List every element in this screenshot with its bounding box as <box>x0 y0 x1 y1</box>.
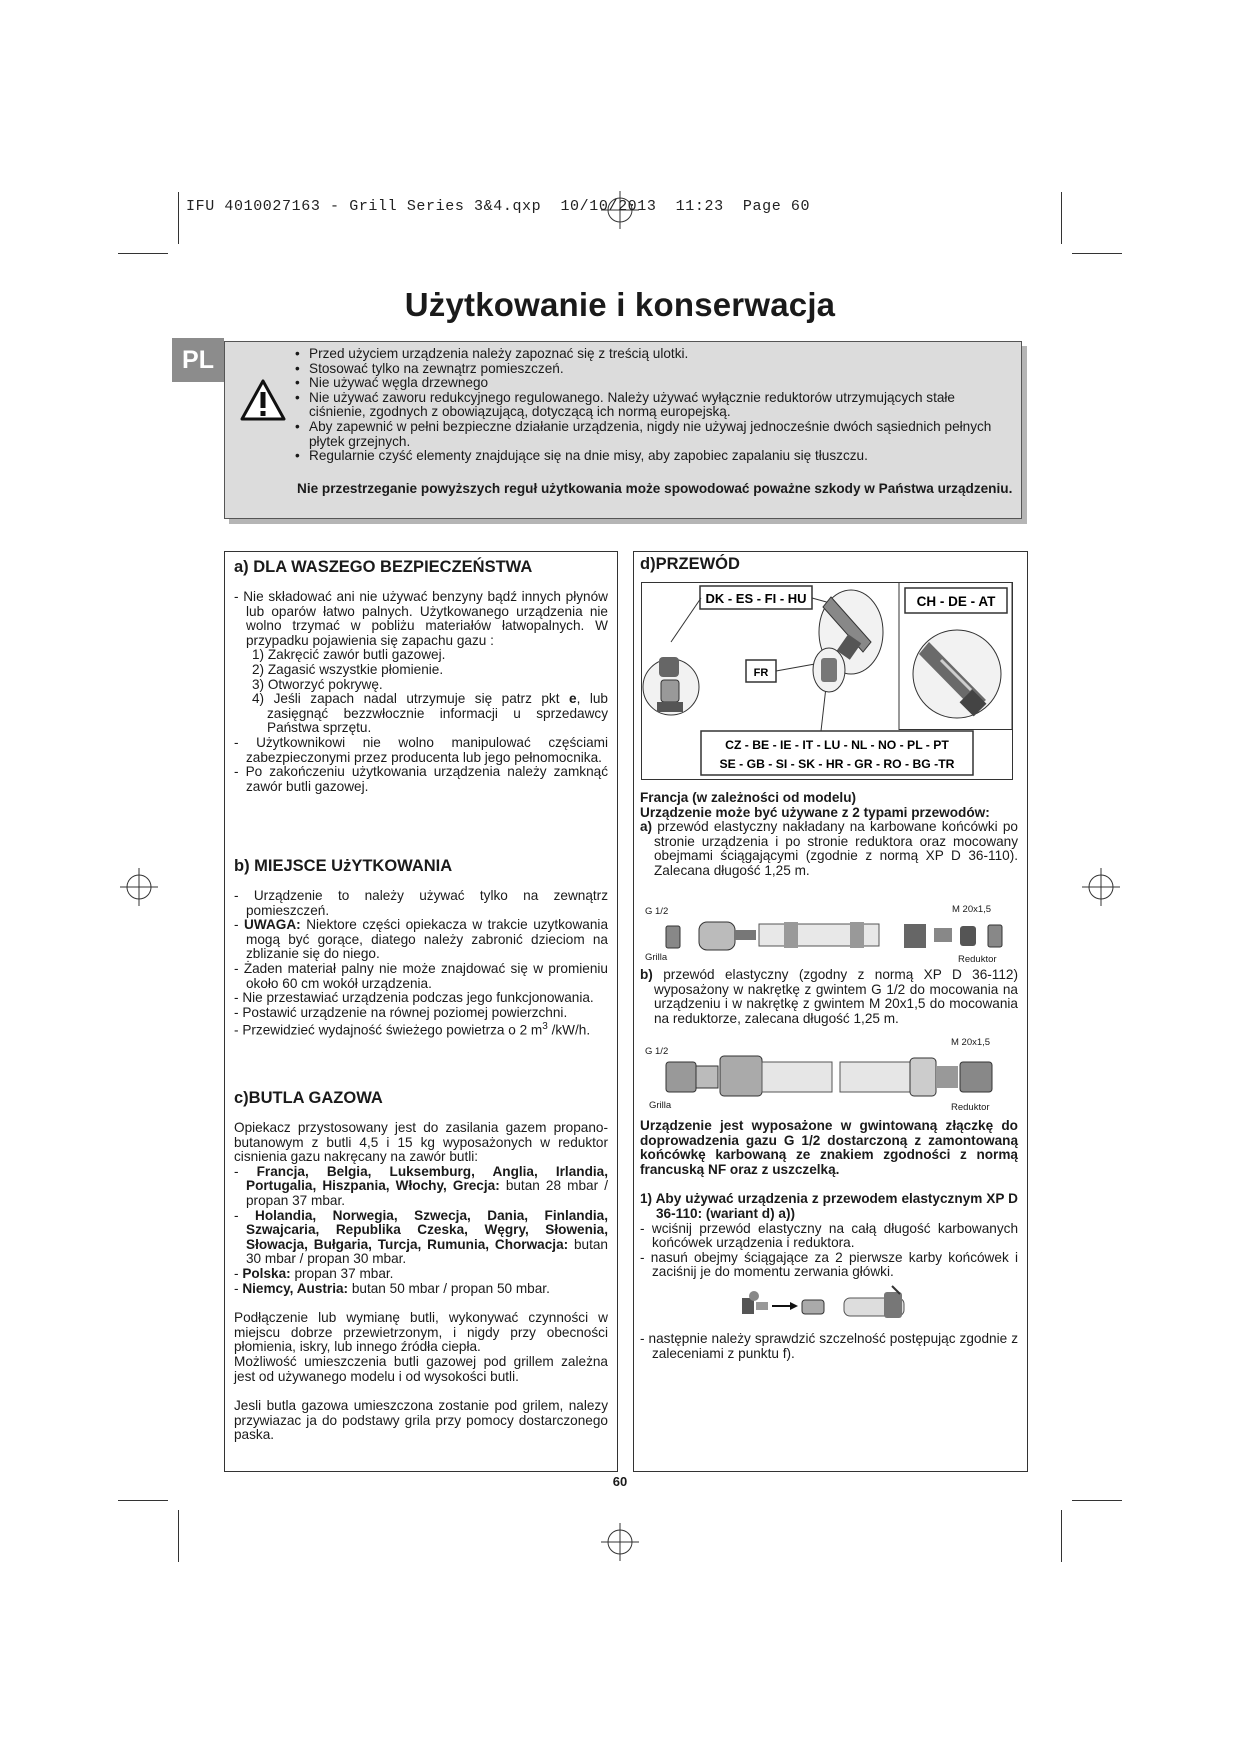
list-item: - wciśnij przewód elastyczny na całą długość karbowanych końcówek urządzenia i reduktora. <box>640 1220 1018 1251</box>
crop-mark <box>1061 1510 1062 1562</box>
page-title: Użytkowanie i konserwacja <box>404 286 836 323</box>
paragraph: Jesli butla gazowa umieszczona zostanie pod grilem, nalezy przywiazac ja do podstawy grila przy pomocy dostarczonego paska. <box>234 1398 608 1443</box>
language-badge: PL <box>172 338 224 382</box>
crop-mark <box>178 1510 179 1562</box>
list-item: 1) Zakręcić zawór butli gazowej. <box>252 647 446 663</box>
section-d-text-4 <box>640 1332 1018 1361</box>
warning-box <box>224 341 1022 519</box>
list-item: - Niemcy, Austria: butan 50 mbar / propan 50 mbar. <box>234 1280 550 1296</box>
warning-item: • Aby zapewnić w pełni bezpieczne działanie urządzenia, nigdy nie używaj jednocześnie dwóch sąsiednich pełnych płytek grzejnych. <box>295 420 1013 449</box>
hose-type-b-illustration <box>644 1054 1018 1098</box>
hose-a-m20-label: M 20x1,5 <box>952 904 992 915</box>
list-item: - Urządzenie to należy używać tylko na zewnątrz pomieszczeń. <box>234 888 608 918</box>
list-item: - Nie składować ani nie używać benzyny bądź innych płynów lub oparów łatwo palnych. Użytkowanego urządzenia nie wolno trzymać w pobliżu materiałów łatwopalnych. W przypadku pojawienia się zapachu gazu : <box>234 589 608 648</box>
paragraph: Urządzenie może być używane z 2 typami przewodów: <box>640 804 990 820</box>
paragraph: Podłączenie lub wymianę butli, wykonywać czynności w miejscu dobrze przewietrzonym, i nigdy przy obecności płomienia, iskry, lub innego źródła ciepła. <box>234 1310 608 1355</box>
warning-item: • Przed użyciem urządzenia należy zapoznać się z treścią ulotki. <box>295 347 1013 362</box>
diagram-label: CH - DE - AT <box>916 594 996 609</box>
section-a-title: a) DLA WASZEGO BEZPIECZEŃSTWA <box>234 558 533 576</box>
warning-strong: Nie przestrzeganie powyższych reguł użytkowania może spowodować poważne szkody w Państwa urządzeniu. <box>297 481 1013 496</box>
clamp-installation-illustration <box>734 1284 934 1324</box>
left-column <box>224 551 618 1472</box>
list-item: - UWAGA: Niektore części opiekacza w trakcie uzytkowania mogą być gorące, diatego należy zabronić dzieciom na zblizanie się do niego. <box>234 917 608 962</box>
crop-mark <box>1072 253 1122 254</box>
section-b-text <box>234 889 608 1038</box>
registration-mark-left <box>120 868 158 906</box>
section-d-text-2 <box>640 968 1018 1026</box>
list-item: - Przewidzieć wydajność świeżego powietrza o 2 $m^3$ /kW/h. <box>234 1021 591 1038</box>
list-item: - następnie należy sprawdzić szczelność postępując zgodnie z zaleceniami z punktu f). <box>640 1331 1018 1361</box>
section-d-title: d)PRZEWÓD <box>640 555 740 573</box>
registration-mark-right <box>1082 868 1120 906</box>
crop-mark <box>1061 192 1062 244</box>
list-item: - Nie przestawiać urządzenia podczas jego funkcjonowania. <box>234 990 594 1006</box>
hose-a-grilla-label: Grilla <box>645 952 668 963</box>
hose-a-reduktor-label: Reduktor <box>958 954 997 965</box>
section-c-text <box>234 1121 608 1443</box>
crop-mark <box>1072 1500 1122 1501</box>
warning-item: • Regularnie czyść elementy znajdujące się na dnie misy, aby zapobiec zapalaniu się tłuszczu. <box>295 449 1013 464</box>
print-slug: IFU 4010027163 - Grill Series 3&4.qxp 10/10/2013 11:23 Page 60 <box>186 198 811 215</box>
right-column <box>633 551 1028 1472</box>
list-item: a) przewód elastyczny nakładany na karbowane końcówki po stronie urządzenia i po stronie reduktora oraz mocowany obejmami ściągającymi (zgodnie z normą XP D 36-110). Zalecana długość 1,25 m. <box>640 819 1018 878</box>
warning-list <box>295 347 1013 464</box>
crop-mark <box>118 253 168 254</box>
subheading: 1) Aby używać urządzenia z przewodem elastycznym XP D 36-110: (wariant d) a)) <box>640 1191 1018 1221</box>
hose-b-m20-label: M 20x1,5 <box>951 1037 991 1048</box>
hose-a-g12-label: G 1/2 <box>645 906 669 917</box>
hose-connection-diagram <box>641 582 1013 780</box>
list-item: 4) Jeśli zapach nadal utrzymuje się patrz pkt e, lub zasięgnąć bezzwłocznie informacji u sprzedawcy Państwa sprzętu. <box>252 691 608 736</box>
list-item: - Postawić urządzenie na równej poziomej powierzchni. <box>234 1004 568 1020</box>
warning-item: • Stosować tylko na zewnątrz pomieszczeń. <box>295 362 1013 377</box>
list-item: - Holandia, Norwegia, Szwecja, Dania, Finlandia, Szwajcaria, Republika Czeska, Węgry, Słowenia, Słowacja, Bułgaria, Turcja, Rumunia, Chorwacja: butan 30 mbar / propan 30 mbar. <box>234 1207 608 1267</box>
list-item: b) przewód elastyczny (zgodny z normą XP D 36-112) wyposażony w nakrętkę z gwintem G 1/2 do mocowania na urządzeniu i w nakrętkę z gwintem M 20x1,5 do mocowania na reduktorze, zalecana długość 1,25 m. <box>640 967 1018 1026</box>
list-item: - nasuń obejmy ściągające za 2 pierwsze karby końcówek i zaciśnij je do momentu zerwania główki. <box>640 1249 1018 1280</box>
subheading: Francja (w zależności od modelu) <box>640 790 857 805</box>
registration-mark-bottom <box>601 1523 639 1561</box>
warning-item: • Nie używać węgla drzewnego <box>295 376 1013 391</box>
hose-b-reduktor-label: Reduktor <box>951 1102 990 1113</box>
hose-type-a-illustration <box>644 916 1018 952</box>
paragraph: Możliwość umieszczenia butli gazowej pod grillem zależna jest od używanego modelu i od wysokości butli. <box>234 1353 608 1384</box>
diagram-label: CZ - BE - IE - IT - LU - NL - NO - PL - PT <box>725 738 949 752</box>
list-item: 3) Otworzyć pokrywę. <box>252 676 383 692</box>
list-item: - Użytkownikowi nie wolno manipulować częściami zabezpieczonymi przez producenta lub jego pełnomocnika. <box>234 734 608 765</box>
section-d-text-1 <box>640 791 1018 879</box>
paragraph: Urządzenie jest wyposażone w gwintowaną złączkę do doprowadzenia gazu G 1/2 dostarczoną z zamontowaną końcówkę karbowaną ze znakiem zgodności z normą francuską NF oraz z uszczelką. <box>640 1118 1018 1177</box>
diagram-label: DK - ES - FI - HU <box>705 591 807 606</box>
list-item: 2) Zagasić wszystkie płomienie. <box>252 661 444 677</box>
hose-b-g12-label: G 1/2 <box>645 1046 669 1057</box>
list-item: - Żaden materiał palny nie może znajdować się w promieniu około 60 cm wokół urządzenia. <box>234 960 608 991</box>
section-c-title: c)BUTLA GAZOWA <box>234 1089 383 1107</box>
list-item: - Francja, Belgia, Luksemburg, Anglia, Irlandia, Portugalia, Hiszpania, Włochy, Grecja: butan 28 mbar / propan 37 mbar. <box>234 1163 608 1208</box>
list-item: - Polska: propan 37 mbar. <box>234 1265 394 1281</box>
section-a-text <box>234 590 608 794</box>
list-item: - Po zakończeniu użytkowania urządzenia należy zamknąć zawór butli gazowej. <box>234 764 608 794</box>
hose-b-grilla-label: Grilla <box>649 1100 672 1111</box>
page-number: 60 <box>612 1474 628 1489</box>
warning-triangle-icon <box>239 378 287 422</box>
paragraph: Opiekacz przystosowany jest do zasilania gazem propano-butanowym z butli 4,5 i 15 kg wyposażonych w reduktor cisnienia gazu nakręcany na zawór butli: <box>234 1120 608 1165</box>
diagram-label: FR <box>753 667 769 679</box>
diagram-label: SE - GB - SI - SK - HR - GR - RO - BG -TR <box>719 757 955 771</box>
crop-mark <box>118 1500 168 1501</box>
crop-mark <box>178 192 179 244</box>
section-d-text-3 <box>640 1119 1018 1280</box>
section-b-title: b) MIEJSCE UżYTKOWANIA <box>234 857 453 875</box>
warning-item: • Nie używać zaworu redukcyjnego regulowanego. Należy używać wyłącznie reduktorów utrzymujących stałe ciśnienie, zgodnych z obowiązującą, dotyczącą ich normą europejską. <box>295 391 1013 420</box>
